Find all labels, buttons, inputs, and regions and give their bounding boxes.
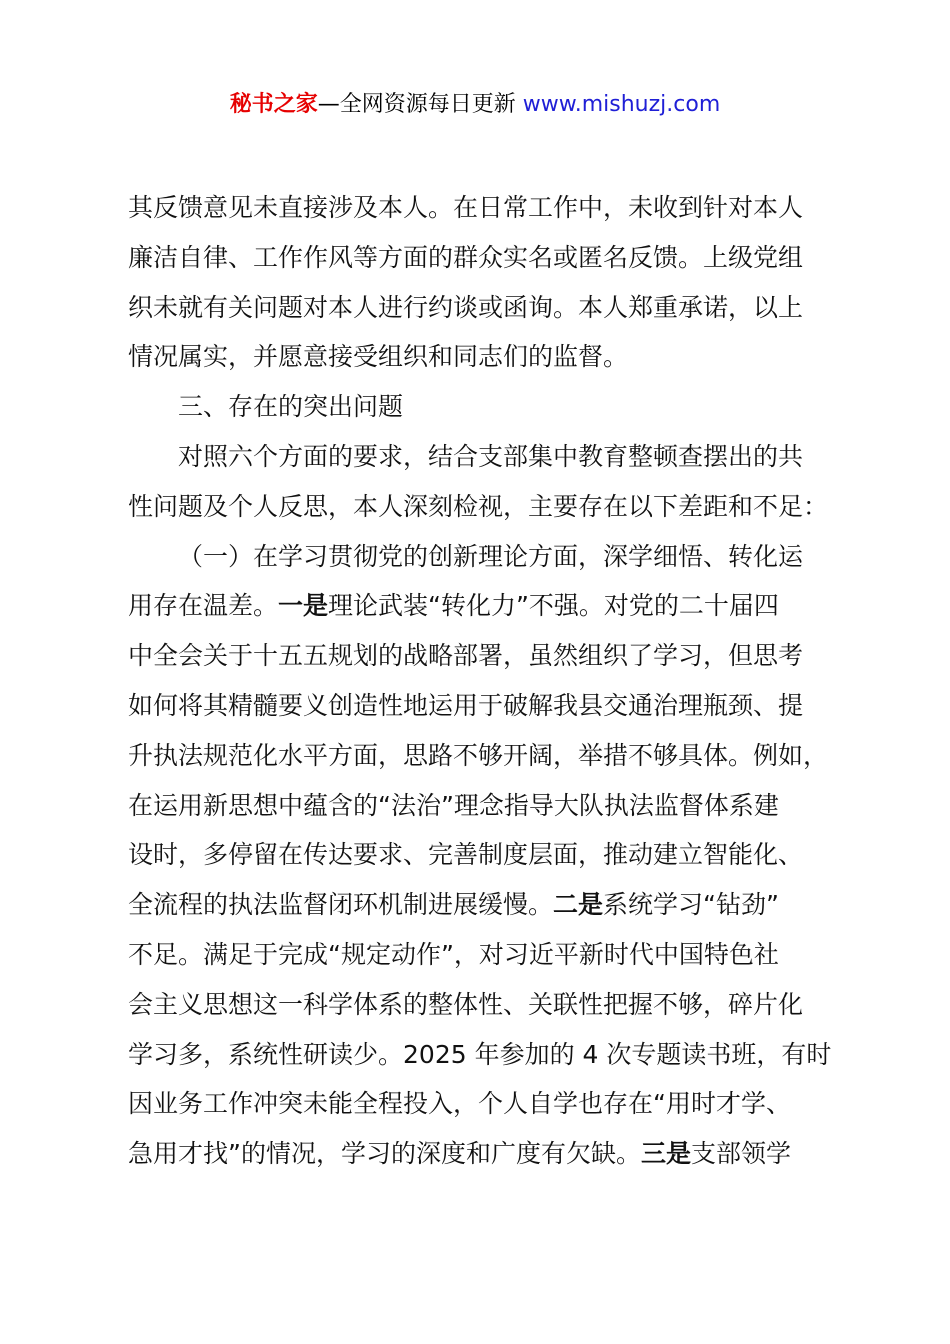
text-line (128, 830, 838, 880)
text-segment: 情况属实，并愿意接受组织和同志们的监督。 (128, 342, 629, 372)
brand-name: 秘书之家 (229, 92, 318, 117)
text-segment: 学习多，系统性研读少。2025 年参加的 4 次专题读书班，有时 (128, 1039, 832, 1069)
text-segment: 廉洁自律、工作作风等方面的群众实名或匿名反馈。上级党组 (128, 242, 804, 272)
text-segment: （一）在学习贯彻党的创新理论方面，深学细悟、转化运 (178, 541, 804, 571)
text-line (128, 631, 838, 681)
text-line (128, 1129, 838, 1179)
text-line (128, 930, 838, 980)
text-segment: 理论武装“转化力”不强。对党的二十届四 (328, 591, 779, 621)
text-line (128, 980, 838, 1030)
text-segment: 如何将其精髓要义创造性地运用于破解我县交通治理瓶颈、提 (128, 690, 804, 720)
text-segment: 对照六个方面的要求，结合支部集中教育整顿查摆出的共 (178, 441, 804, 471)
text-line (128, 183, 838, 233)
text-line (128, 880, 838, 930)
text-line (128, 1079, 838, 1129)
text-segment: 全流程的执法监督闭环机制进展缓慢。 (128, 890, 554, 920)
bold-text-segment: 三是 (640, 1139, 691, 1169)
text-segment: 中全会关于十五五规划的战略部署，虽然组织了学习，但思考 (128, 641, 804, 671)
text-segment: 织未就有关问题对本人进行约谈或函询。本人郑重承诺，以上 (128, 292, 804, 322)
text-segment: 急用才找”的情况，学习的深度和广度有欠缺。 (128, 1139, 641, 1169)
text-line (128, 581, 838, 631)
bold-text-segment: 一是 (278, 591, 329, 621)
text-segment: 会主义思想这一科学体系的整体性、关联性把握不够，碎片化 (128, 989, 804, 1019)
text-line (128, 781, 838, 831)
text-line (128, 332, 838, 382)
text-segment: 支部领学 (690, 1139, 791, 1169)
text-segment: 用存在温差。 (128, 591, 279, 621)
text-line (128, 382, 838, 432)
text-line (128, 1030, 838, 1080)
text-segment: 升执法规范化水平方面，思路不够开阔，举措不够具体。例如， (128, 740, 829, 770)
text-line (128, 731, 838, 781)
text-segment: 其反馈意见未直接涉及本人。在日常工作中，未收到针对本人 (128, 193, 804, 222)
header-tagline: —全网资源每日更新 (317, 92, 523, 117)
document-body (128, 183, 838, 1179)
text-line (128, 233, 838, 283)
text-line (128, 482, 838, 532)
text-segment: 性问题及个人反思，本人深刻检视，主要存在以下差距和不足： (128, 491, 829, 521)
text-segment: 设时，多停留在传达要求、完善制度层面，推动建立智能化、 (128, 840, 804, 870)
text-segment: 在运用新思想中蕴含的“法治”理念指导大队执法监督体系建 (128, 790, 779, 820)
bold-text-segment: 二是 (553, 890, 604, 920)
site-url-link[interactable]: www.mishuzj.com (522, 92, 721, 117)
text-line (128, 532, 838, 582)
text-segment: 三、存在的突出问题 (178, 392, 404, 422)
text-line (128, 432, 838, 482)
text-line (128, 283, 838, 333)
page-header (0, 88, 950, 122)
text-line (128, 681, 838, 731)
text-segment: 不足。满足于完成“规定动作”，对习近平新时代中国特色社 (128, 939, 779, 969)
text-segment: 系统学习“钻劲” (603, 890, 779, 920)
text-segment: 因业务工作冲突未能全程投入，个人自学也存在“用时才学、 (128, 1089, 791, 1119)
